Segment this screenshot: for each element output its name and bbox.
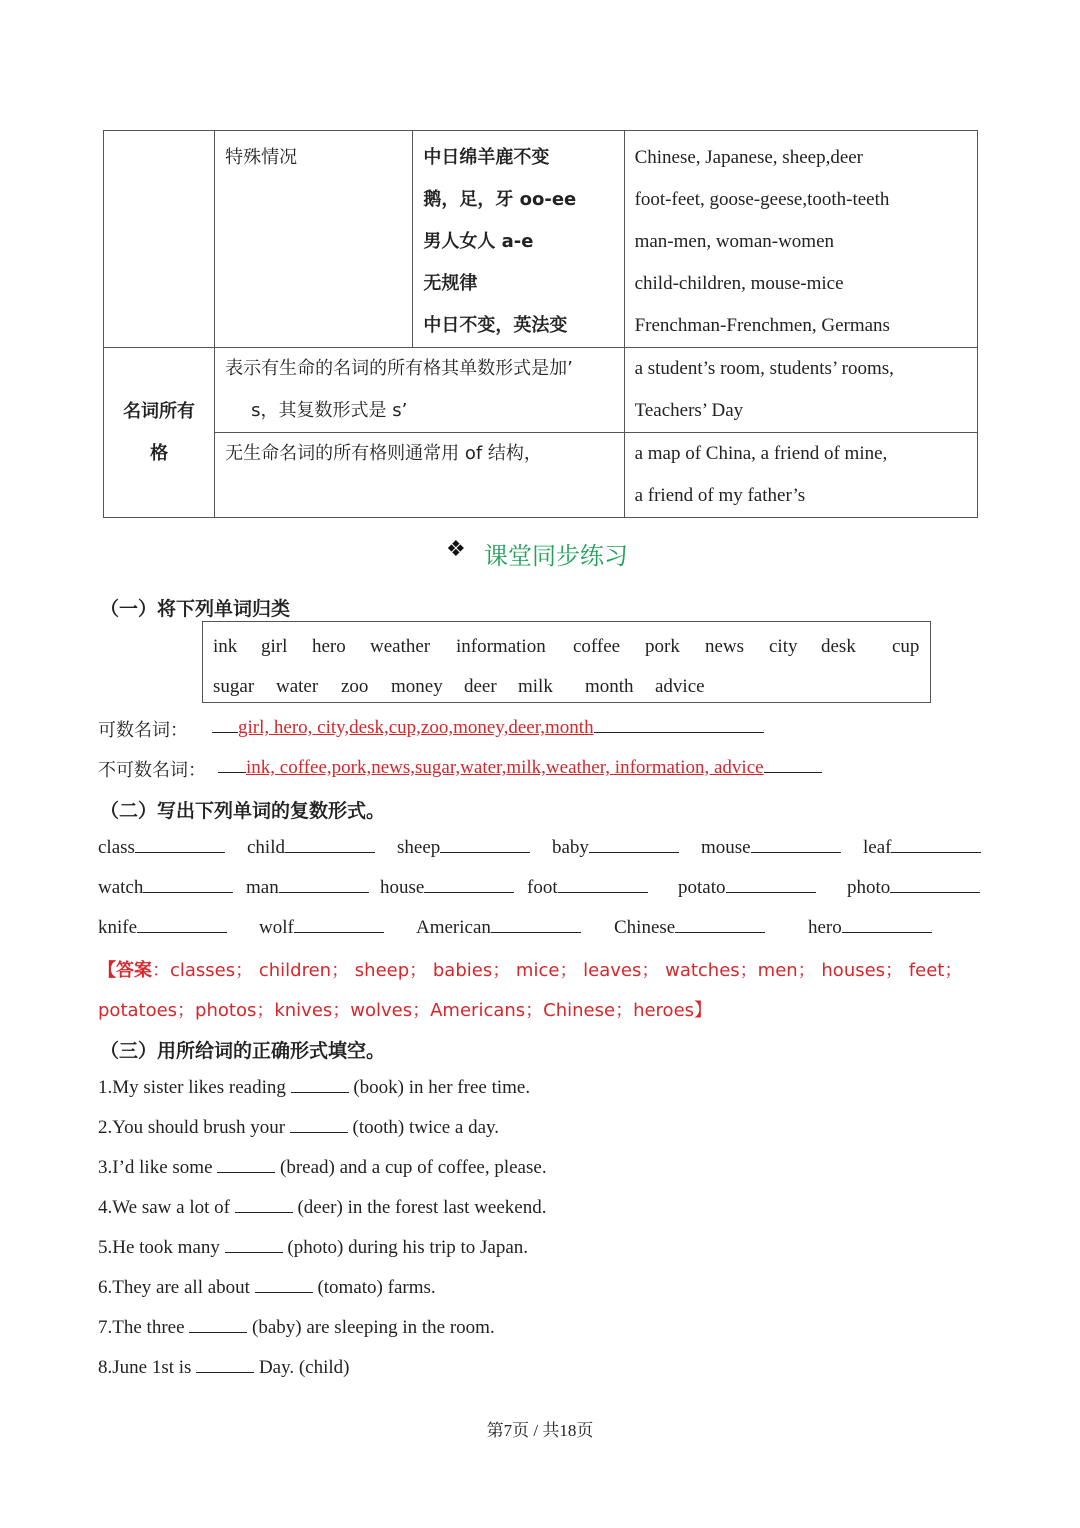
plural-item — [397, 836, 530, 859]
plural-item — [678, 876, 816, 899]
word-bank-word: weather — [370, 636, 431, 657]
word-bank-word: advice — [655, 676, 705, 697]
countable-answer-line — [212, 716, 764, 739]
item-text-before: 5.He took many — [98, 1237, 225, 1258]
word-bank-word: coffee — [573, 636, 621, 657]
rule-line: 鹅，足，牙 oo-ee — [423, 189, 577, 210]
plural-item — [98, 836, 225, 859]
plural-word: sheep — [397, 837, 441, 858]
possessive-rule-a: 表示有生命的名词的所有格其单数形式是加’ s，其复数形式是 s’ — [215, 348, 624, 433]
fill-in-item — [98, 1356, 350, 1379]
item-text-after: (photo) during his trip to Japan. — [282, 1237, 529, 1258]
part1-heading: （一）将下列单词归类 — [100, 598, 291, 620]
plural-item — [527, 876, 648, 899]
part2-answer-line1 — [98, 956, 962, 982]
word-bank-box — [202, 621, 931, 703]
word-bank-word: city — [769, 636, 798, 657]
answer-blank[interactable] — [135, 836, 225, 853]
word-bank-word: information — [456, 636, 546, 657]
item-text-after: (bread) and a cup of coffee, please. — [275, 1157, 547, 1178]
plural-item — [552, 836, 679, 859]
item-text-before: 2.You should brush your — [98, 1117, 290, 1138]
plural-item — [380, 876, 514, 899]
item-text-after: (book) in her free time. — [348, 1077, 531, 1098]
plural-word: mouse — [701, 837, 751, 858]
answer-blank[interactable] — [255, 1276, 313, 1293]
plural-word: baby — [552, 837, 589, 858]
item-text-after: (tooth) twice a day. — [347, 1117, 500, 1138]
answer-blank[interactable] — [440, 836, 530, 853]
answer-blank[interactable] — [196, 1356, 254, 1373]
example-line: child-children, mouse-mice — [634, 273, 844, 294]
item-text-before: 6.They are all about — [98, 1277, 255, 1298]
plural-word: leaf — [863, 837, 892, 858]
subcategory-cell: 特殊情况 — [215, 131, 413, 348]
example-line: Frenchman-Frenchmen, Germans — [634, 315, 890, 336]
fill-in-item — [98, 1316, 495, 1339]
plural-item — [98, 876, 233, 899]
plural-word: knife — [98, 917, 138, 938]
part2-heading: （二）写出下列单词的复数形式。 — [100, 800, 386, 822]
word-bank-word: zoo — [341, 676, 369, 697]
plural-item — [847, 876, 980, 899]
answer-blank[interactable] — [143, 876, 233, 893]
plural-item — [247, 836, 375, 859]
answer-blank[interactable] — [294, 916, 384, 933]
plural-word: wolf — [259, 917, 294, 938]
item-text-after: (tomato) farms. — [312, 1277, 436, 1298]
answer-blank[interactable] — [890, 876, 980, 893]
plural-item — [98, 916, 227, 939]
item-text-after: (deer) in the forest last weekend. — [292, 1197, 547, 1218]
item-text-after: (baby) are sleeping in the room. — [247, 1317, 495, 1338]
item-text-after: Day. (child) — [254, 1357, 350, 1378]
grammar-table — [103, 130, 978, 518]
answer-blank[interactable] — [291, 1076, 349, 1093]
fill-in-item — [98, 1276, 436, 1299]
example-line: foot-feet, goose-geese,tooth-teeth — [634, 189, 890, 210]
plural-word: foot — [527, 877, 558, 898]
word-bank-word: water — [276, 676, 319, 697]
answer-blank[interactable] — [751, 836, 841, 853]
word-bank-word: pork — [645, 636, 680, 657]
plural-word: American — [416, 917, 491, 938]
diamond-icon: ❖ — [446, 536, 466, 561]
word-bank-word: girl — [261, 636, 288, 657]
word-bank-word: hero — [312, 636, 346, 657]
answer-label: 【答案 — [98, 960, 152, 981]
fill-in-item — [98, 1116, 499, 1139]
item-text-before: 7.The three — [98, 1317, 190, 1338]
answer-blank[interactable] — [491, 916, 581, 933]
item-text-before: 1.My sister likes reading — [98, 1077, 291, 1098]
possessive-category-cell: 名词所有 格 — [104, 348, 215, 518]
plural-word: man — [246, 877, 279, 898]
part3-heading: （三）用所给词的正确形式填空。 — [100, 1040, 386, 1062]
plural-word: Chinese — [614, 917, 676, 938]
word-bank-word: money — [391, 676, 443, 697]
plural-word: photo — [847, 877, 891, 898]
plural-item — [701, 836, 841, 859]
word-bank-word: news — [705, 636, 745, 657]
uncountable-answer-line — [218, 756, 822, 779]
answer-blank[interactable] — [589, 836, 679, 853]
countable-label: 可数名词： — [98, 720, 188, 741]
countable-answer: girl, hero, city,desk,cup,zoo,money,deer,month — [238, 717, 594, 738]
plural-item — [863, 836, 981, 859]
plural-word: child — [247, 837, 285, 858]
plural-word: potato — [678, 877, 726, 898]
answer-blank[interactable] — [137, 916, 227, 933]
answer-blank[interactable] — [217, 1156, 275, 1173]
fill-in-item — [98, 1196, 546, 1219]
answer-blank[interactable] — [842, 916, 932, 933]
part2-answer-line2: potatoes；photos；knives；wolves；Americans；Chinese；heroes】 — [98, 1000, 713, 1021]
rule-line: 中日绵羊鹿不变 — [423, 147, 550, 168]
plural-item — [246, 876, 369, 899]
page-footer: 第7页 / 共18页 — [486, 1421, 594, 1440]
answer-blank[interactable] — [290, 1116, 348, 1133]
rule-line: 男人女人 a-e — [423, 231, 534, 252]
example-line: man-men, woman-women — [634, 231, 835, 252]
possessive-example-a: a student’s room, students’ rooms, Teachers’ Day — [624, 348, 977, 433]
rule-line: 无规律 — [423, 273, 478, 294]
plural-item — [808, 916, 932, 939]
uncountable-answer: ink, coffee,pork,news,sugar,water,milk,weather, information, advice — [246, 757, 764, 778]
item-text-before: 8.June 1st is — [98, 1357, 197, 1378]
rules-cell — [413, 131, 624, 348]
word-bank-word: sugar — [213, 676, 255, 697]
examples-cell — [624, 131, 977, 348]
fill-in-item — [98, 1076, 530, 1099]
answer-blank[interactable] — [558, 876, 648, 893]
answer-blank[interactable] — [424, 876, 514, 893]
answer-blank[interactable] — [726, 876, 816, 893]
possessive-rule-b: 无生命名词的所有格则通常用 of 结构， — [215, 433, 624, 518]
answer-blank[interactable] — [675, 916, 765, 933]
item-text-before: 3.I’d like some — [98, 1157, 218, 1178]
plural-item — [614, 916, 765, 939]
answer-blank[interactable] — [189, 1316, 247, 1333]
answer-blank[interactable] — [225, 1236, 283, 1253]
answer-blank[interactable] — [235, 1196, 293, 1213]
answer-blank[interactable] — [891, 836, 981, 853]
plural-word: hero — [808, 917, 842, 938]
word-bank-word: cup — [892, 636, 920, 657]
word-bank-word: deer — [464, 676, 497, 697]
word-bank-word: ink — [213, 636, 238, 657]
plural-item — [259, 916, 384, 939]
plural-word: class — [98, 837, 135, 858]
answer-blank[interactable] — [279, 876, 369, 893]
item-text-before: 4.We saw a lot of — [98, 1197, 235, 1218]
section-title: 课堂同步练习 — [484, 542, 628, 570]
plural-word: house — [380, 877, 425, 898]
category-cell-empty — [104, 131, 215, 348]
uncountable-label: 不可数名词： — [98, 760, 206, 781]
fill-in-item — [98, 1236, 528, 1259]
example-line: Chinese, Japanese, sheep,deer — [634, 147, 864, 168]
plural-item — [416, 916, 581, 939]
word-bank-word: month — [585, 676, 634, 697]
word-bank-word: desk — [821, 636, 856, 657]
rule-line: 中日不变，英法变 — [423, 315, 568, 336]
answer-text: ：classes； children； sheep； babies； mice； leaves； watches；men； houses； feet； — [152, 960, 963, 981]
answer-blank[interactable] — [285, 836, 375, 853]
plural-word: watch — [98, 877, 144, 898]
fill-in-item — [98, 1156, 547, 1179]
word-bank-word: milk — [518, 676, 553, 697]
possessive-example-b: a map of China, a friend of mine, a friend of my father’s — [624, 433, 977, 518]
